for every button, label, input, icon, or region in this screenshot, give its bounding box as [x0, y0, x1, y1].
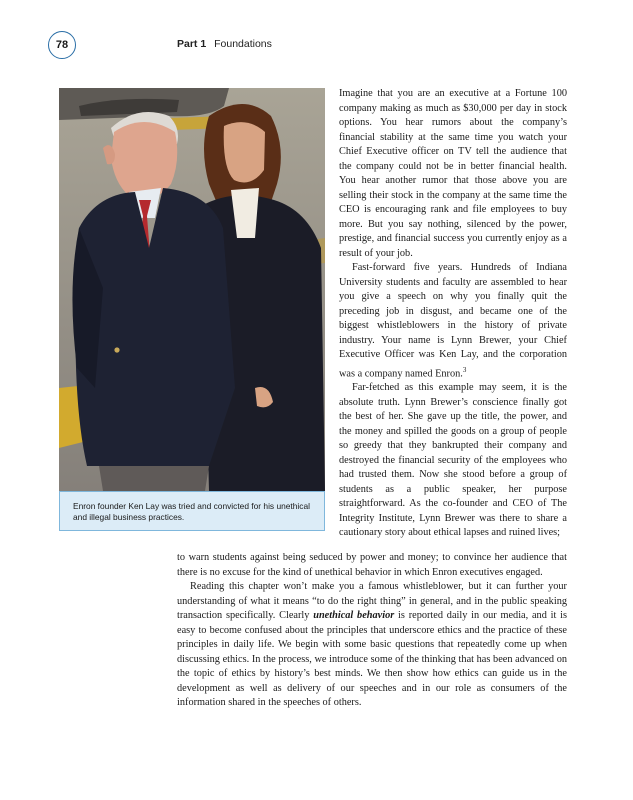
paragraph-2-text: Fast-forward five years. Hundreds of Indiana University students and faculty are assembled to hear you give a speech on why you finally quit the preceding job in disgust, and became one of the biggest whistleblowers in the history of private industry. Your name is Lynn Brewer, your Chief Executive Officer was Ken Lay, and the corporation was a company named Enron.	[339, 262, 567, 379]
news-photo	[59, 88, 325, 491]
text-column	[339, 87, 567, 541]
paragraph-4-lead: Reading this chapter won’t make you a famous whistleblower, but it can further your understanding of what it means “to do the right thing” in general, and in the public speaking transaction specifically. Clearly	[177, 581, 567, 621]
paragraph-3-column: Far-fetched as this example may seem, it is the absolute truth. Lynn Brewer’s conscience finally got the best of her. She gave up the title, the power, and the money and spilled the goods on a group of people so greedy that they bankrupted their company and destroyed the financial security of the employees who had trusted them. Now she stood before a group of students as a public speaker, her purpose straightforward. As the co-founder and CEO of The Integrity Institute, Lynn Brewer was there to share a cautionary story about ethical lapses and ruined lives;	[339, 382, 567, 539]
page-number: 78	[48, 31, 76, 59]
paragraph-3-continued: to warn students against being seduced by power and money; to convince her audience that there is no excuse for the kind of unethical behavior in which Enron executives engaged.	[177, 552, 567, 578]
key-term-unethical-behavior: unethical behavior	[313, 610, 395, 621]
text-full-width	[177, 551, 567, 711]
part-title: Foundations	[214, 38, 272, 50]
footnote-marker: 3	[462, 365, 467, 374]
paragraph-2	[339, 261, 567, 381]
figure-caption: Enron founder Ken Lay was tried and convicted for his unethical and illegal business practices.	[59, 491, 325, 531]
paragraph-1: Imagine that you are an executive at a Fortune 100 company making as much as $30,000 per day in stock options. You hear rumors about the company’s financial stability at the same time you watch your Chief Executive officer on TV tell the audience that the company could not be in better financial health. You hear another rumor that those above you are selling their stock in the company at the same time the CEO is encouraging rank and file employees to buy more. But you say nothing, silenced by the power, prestige, and financial success you currently enjoy as a result of your job.	[339, 88, 567, 259]
running-head	[177, 38, 272, 50]
part-label: Part 1	[177, 38, 207, 50]
paragraph-4-rest: is reported daily in our media, and it is easy to become confused about the principles that underscore ethics and the practice of these principles in daily life. We begin with some basic questions that repeatedly come up when discussing ethics. In the process, we introduce some of the thinking that has been advanced on the topic of ethics by history’s best minds. We then show how ethics can guide us in the development as well as delivery of our speeches and in our role as consumers of the information shared in the speeches of others.	[177, 610, 568, 708]
paragraph-4	[177, 580, 567, 711]
